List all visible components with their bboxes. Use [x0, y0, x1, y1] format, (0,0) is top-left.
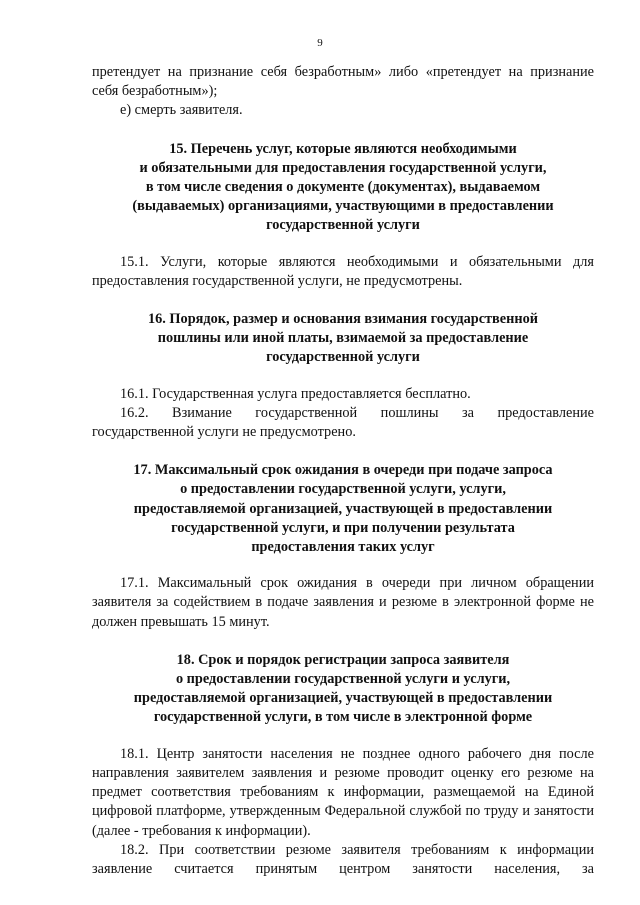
section-18-heading-line: предоставляемой организацией, участвующей в предоставлении: [133, 690, 553, 707]
section-15-heading-line: 15. Перечень услуг, которые являются необходимыми: [169, 140, 517, 157]
section-18-paragraph-2-line-2: заявление считается принятым центром занятости населения, за: [92, 860, 594, 877]
page-number: 9: [317, 37, 323, 49]
section-16-paragraph-1: 16.1. Государственная услуга предоставляется бесплатно.: [120, 385, 471, 402]
intro-line-2: себя безработным»);: [92, 83, 218, 100]
section-15-heading-line: государственной услуги: [266, 217, 420, 234]
section-16-heading: [92, 310, 594, 368]
section-17-heading-line: предоставления таких услуг: [251, 539, 435, 556]
section-17-heading-line: 17. Максимальный срок ожидания в очереди при подаче запроса: [133, 462, 553, 479]
section-16-heading-line: 16. Порядок, размер и основания взимания государственной: [147, 311, 538, 328]
section-17-heading: [92, 461, 594, 557]
section-18-heading-line: о предоставлении государственной услуги и услуги,: [175, 671, 511, 688]
section-15-heading: [92, 140, 594, 236]
section-16-heading-line: государственной услуги: [266, 349, 420, 366]
section-15-heading-line: (выдаваемых) организациями, участвующими в предоставлении: [132, 198, 554, 215]
document-body: [92, 63, 594, 879]
section-18-heading-line: государственной услуги, в том числе в электронной форме: [153, 709, 533, 726]
section-18-paragraph-1: 18.1. Центр занятости населения не позднее одного рабочего дня после направления заявителем заявления и резюме проводит оценку его резюме на предмет соответствия требованиям к информации, размещаемой на Единой цифровой платформе, утвержденным Федеральной службой по труду и занятости (далее - требования к информации).: [92, 745, 594, 839]
section-17-heading-line: предоставляемой организацией, участвующей в предоставлении: [133, 500, 553, 517]
section-17-heading-line: о предоставлении государственной услуги, услуги,: [180, 481, 506, 498]
section-16-paragraph-2-line-1: 16.2. Взимание государственной пошлины за предоставление: [120, 404, 594, 421]
section-15-heading-line: в том числе сведения о документе (документах), выдаваемом: [145, 179, 541, 196]
section-17-paragraph-1: 17.1. Максимальный срок ожидания в очереди при личном обращении заявителя за содействием в подаче заявления и резюме в электронной форме не должен превышать 15 минут.: [92, 575, 594, 630]
section-16-heading-line: пошлины или иной платы, взимаемой за предоставление: [157, 330, 529, 347]
section-18-heading: [92, 651, 594, 728]
intro-line-3: е) смерть заявителя.: [120, 102, 243, 119]
section-17-heading-line: государственной услуги, и при получении результата: [171, 519, 515, 536]
section-15-heading-line: и обязательными для предоставления государственной услуги,: [139, 159, 547, 176]
section-18-paragraph-2-line-1: 18.2. При соответствии резюме заявителя требованиям к информации: [120, 841, 594, 858]
section-18-heading-line: 18. Срок и порядок регистрации запроса заявителя: [176, 651, 510, 668]
intro-line-1: претендует на признание себя безработным» либо «претендует на признание: [92, 64, 594, 80]
section-15-paragraph-1: 15.1. Услуги, которые являются необходимыми и обязательными для предоставления государственной услуги, не предусмотрены.: [92, 253, 594, 289]
section-16-paragraph-2-line-2: государственной услуги не предусмотрено.: [92, 424, 356, 441]
